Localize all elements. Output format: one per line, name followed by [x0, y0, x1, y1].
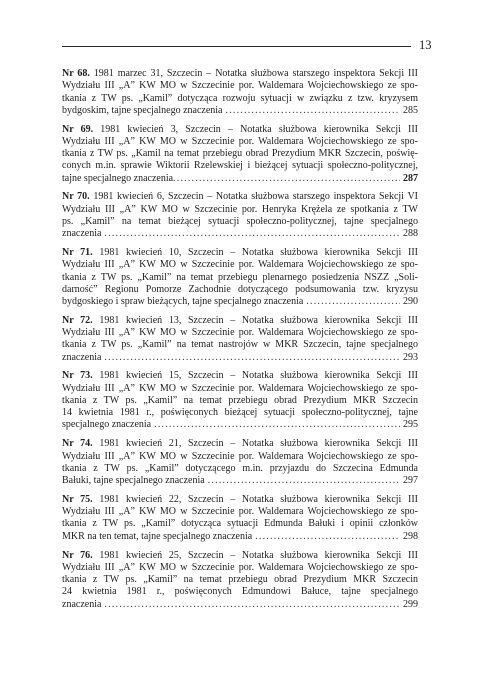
entry-line: 14 kwietnia 1981 r., poświęconych bieżącej sytuacji społeczno-politycznej, tajne [62, 407, 418, 419]
entry-last-line [62, 296, 418, 308]
entry-line: Wydziału III „A” KW MO w Szczecinie por. Waldemara Wojciechowskiego ze spo- [62, 561, 418, 573]
entry-number: Nr 74. [62, 438, 93, 450]
entry-line [62, 191, 418, 203]
entry-title-text: specjalnego znaczenia [62, 419, 152, 431]
entry-line [62, 370, 418, 382]
entry-title-text: 1981 kwiecień 6, Szczecin – Notatka służbowa starszego inspektora Sekcji VI [93, 191, 418, 203]
dot-leader [154, 419, 400, 431]
entry-page-number: 295 [403, 419, 418, 431]
dot-leader [255, 531, 400, 543]
entry-line: tkania z TW ps. „Kamil na temat przebiegu obrad Prezydium MKR Szczecin, poświę- [62, 148, 418, 160]
entry-line: Wydziału III „A” KW MO w Szczecinie por. Waldemara Wojciechowskiego ze spo- [62, 135, 418, 147]
entry-number: Nr 72. [62, 314, 93, 326]
entry-title-text: 1981 kwiecień 10, Szczecin – Notatka służbowa kierownika Sekcji III [99, 247, 419, 259]
toc-entry [62, 68, 418, 117]
entry-page-number: 298 [403, 530, 418, 542]
entry-line [62, 315, 418, 327]
toc-entry [62, 191, 418, 240]
entry-line: Wydziału III „A” KW MO w Szczecinie por. Henryka Krężela ze spotkania z TW [62, 203, 418, 215]
entry-page-number: 288 [403, 228, 418, 240]
dot-leader [306, 296, 400, 308]
entry-number: Nr 68. [62, 68, 90, 79]
toc-entry [62, 550, 418, 611]
entry-line: tkania z TW ps. „Kamil” dotycząca sytuacji Edmunda Bałuki i opinii członków [62, 518, 418, 530]
entry-line: Wydziału III „A” KW MO w Szczecinie por. Waldemara Wojciechowskiego ze spo- [62, 259, 418, 271]
entry-line: Wydziału III „A” KW MO w Szczecinie por. Waldemara Wojciechowskiego ze spo- [62, 80, 418, 92]
entry-last-line [62, 105, 418, 117]
toc-entry [62, 438, 418, 487]
dot-leader [104, 352, 400, 364]
entry-number: Nr 69. [62, 123, 94, 135]
entry-number: Nr 76. [62, 549, 93, 561]
entry-last-line [62, 531, 418, 543]
entry-number: Nr 75. [62, 493, 93, 505]
entry-line: tkania z TW ps. „Kamil” na temat przebiegu plenarnego posiedzenia NSZZ „Soli- [62, 271, 418, 283]
entry-page-number: 287 [403, 172, 418, 184]
page-number: 13 [419, 38, 432, 52]
entry-number: Nr 71. [62, 247, 93, 259]
entry-last-line [62, 173, 418, 185]
entry-page-number: 285 [403, 104, 418, 116]
entry-title-text: 1981 kwiecień 13, Szczecin – Notatka służbowa kierownika Sekcji III [99, 314, 419, 326]
entry-line: tkania z TW ps. „Kamil” na temat przebiegu obrad Prezydium MKR Szczecin [62, 394, 418, 406]
entry-title-text: 1981 kwiecień 15, Szczecin – Notatka służbowa kierownika Sekcji III [99, 370, 419, 382]
entry-title-text: znaczenia [62, 598, 102, 610]
entry-last-line [62, 352, 418, 364]
entry-line: Wydziału III „A” KW MO w Szczecinie por. Waldemara Wojciechowskiego ze spo- [62, 382, 418, 394]
entry-title-text: 1981 kwiecień 21, Szczecin – Notatka służbowa kierownika Sekcji III [99, 438, 419, 450]
entry-line: 24 kwietnia 1981 r., poświęconych Edmundowi Bałuce, tajne specjalnego [62, 586, 418, 598]
entry-line: conych m.in. sprawie Wiktorii Rzelewskiej i bieżącej sytuacji społeczno-politycznej, [62, 160, 418, 172]
entry-number: Nr 73. [62, 370, 93, 382]
dot-leader [226, 105, 401, 117]
entry-line [62, 247, 418, 259]
entry-line [62, 550, 418, 562]
entry-last-line [62, 475, 418, 487]
entry-title-text: znaczenia [62, 351, 102, 363]
dot-leader [104, 228, 400, 240]
entry-line [62, 124, 418, 136]
table-of-contents [62, 68, 418, 617]
dot-leader [104, 599, 400, 611]
entry-title-text: tajne specjalnego znaczenia [62, 172, 174, 184]
entry-page-number: 290 [403, 296, 418, 308]
entry-line [62, 68, 418, 80]
entry-last-line [62, 228, 418, 240]
toc-entry [62, 247, 418, 308]
toc-entry [62, 370, 418, 431]
entry-page-number: 299 [403, 598, 418, 610]
entry-line [62, 438, 418, 450]
toc-entry [62, 124, 418, 185]
entry-last-line [62, 599, 418, 611]
dot-leader [173, 173, 400, 185]
entry-title-text: 1981 marzec 31, Szczecin – Notatka służbowa starszego inspektora Sekcji III [93, 68, 418, 79]
entry-title-text: MKR na ten temat, tajne specjalnego znaczenia [62, 530, 253, 542]
entry-title-text: bydgoskiego i spraw bieżących, tajne specjalnego znaczenia [62, 296, 304, 308]
entry-line: Wydziału III „A” KW MO w Szczecinie por. Waldemara Wojciechowskiego ze spo- [62, 450, 418, 462]
entry-line: ps. „Kamil” na temat bieżącej sytuacji społeczno-politycznej, tajne specjalnego [62, 215, 418, 227]
dot-leader [208, 475, 400, 487]
entry-title-text: znaczenia [62, 228, 102, 240]
entry-title-text: 1981 kwiecień 3, Szczecin – Notatka służbowa kierownika Sekcji III [100, 123, 419, 135]
entry-title-text: bydgoskim, tajne specjalnego znaczenia [62, 104, 223, 116]
entry-title-text: 1981 kwiecień 25, Szczecin – Notatka służbowa kierownika Sekcji III [99, 549, 419, 561]
entry-page-number: 293 [403, 351, 418, 363]
entry-title-text: Bałuki, tajne specjalnego znaczenia [62, 475, 205, 487]
entry-line: tkania z TW ps. „Kamil” dotycząca rozwoju sytuacji w związku z tzw. kryzysem [62, 92, 418, 104]
entry-title-text: 1981 kwiecień 22, Szczecin – Notatka służbowa kierownika Sekcji III [99, 493, 419, 505]
entry-line: tkania z TW ps. „Kamil” na temat przebiegu obrad Prezydium MKR Szczecin [62, 574, 418, 585]
header-rule [62, 46, 411, 47]
toc-entry [62, 494, 418, 543]
entry-line: tkania z TW ps. „Kamil” na temat nastrojów w MKR Szczecin, tajne specjalnego [62, 339, 418, 351]
entry-line: Wydziału III „A” KW MO w Szczecinie por. Waldemara Wojciechowskiego ze spo- [62, 327, 418, 339]
entry-number: Nr 70. [62, 191, 90, 203]
entry-line: tkania z TW ps. „Kamil” dotyczącego m.in. przyjazdu do Szczecina Edmunda [62, 462, 418, 474]
toc-entry [62, 315, 418, 364]
entry-page-number: 297 [403, 475, 418, 487]
entry-line: darność” Regionu Pomorze Zachodnie dotyczącego podsumowania tzw. kryzysu [62, 283, 418, 295]
entry-line [62, 494, 418, 506]
entry-last-line [62, 419, 418, 431]
entry-line: Wydziału III „A” KW MO w Szczecinie por. Waldemara Wojciechowskiego ze spo- [62, 506, 418, 518]
